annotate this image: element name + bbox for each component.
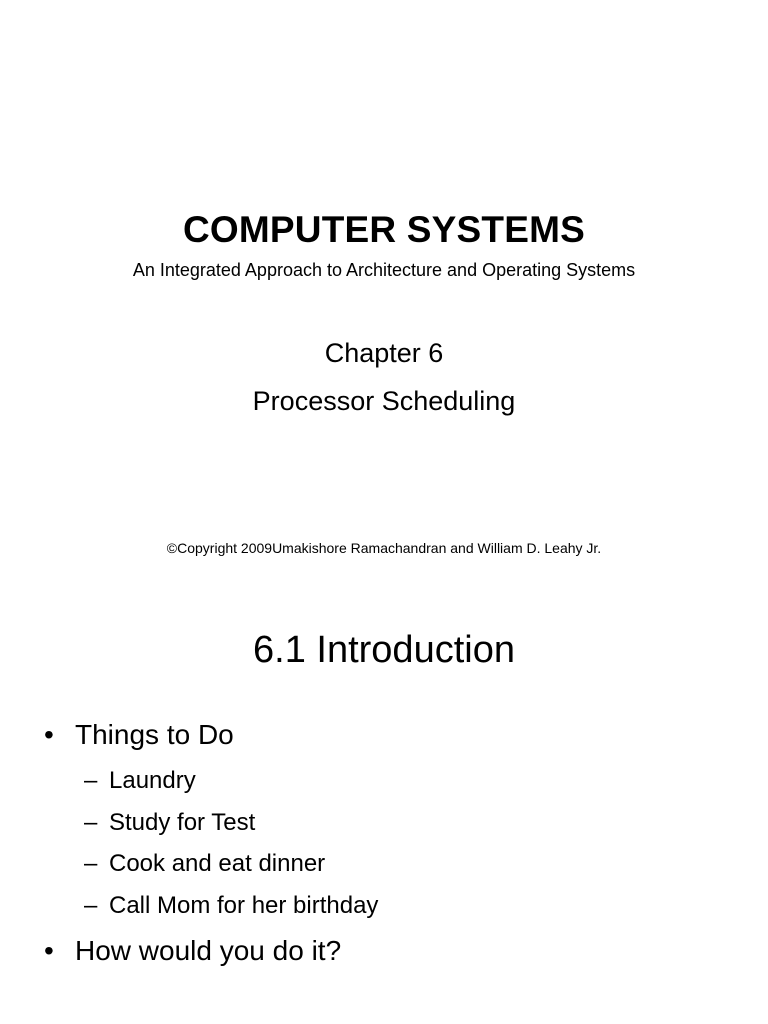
section-heading: 6.1 Introduction [253, 629, 515, 671]
bullet-marker: • [44, 935, 54, 966]
sub-item-laundry [84, 764, 196, 798]
dash-marker: – [84, 767, 98, 794]
book-subtitle: An Integrated Approach to Architecture and Operating Systems [132, 260, 636, 280]
sub-item-text: Study for Test [109, 809, 256, 836]
bullet-item-things-to-do [44, 716, 234, 754]
content-slide [0, 586, 768, 1024]
book-title: COMPUTER SYSTEMS [182, 209, 586, 250]
sub-item-study [84, 806, 255, 840]
dash-marker: – [84, 892, 98, 919]
bullet-item-how-would-you [44, 932, 341, 970]
bullet-text: Things to Do [75, 719, 234, 750]
sub-item-call-mom [84, 889, 378, 923]
copyright-notice: ©Copyright 2009Umakishore Ramachandran and William D. Leahy Jr. [166, 540, 602, 556]
chapter-title: Processor Scheduling [252, 386, 516, 416]
dash-marker: – [84, 850, 98, 877]
chapter-number: Chapter 6 [324, 338, 444, 368]
sub-item-text: Laundry [109, 767, 196, 794]
dash-marker: – [84, 809, 98, 836]
bullet-text: How would you do it? [75, 935, 342, 966]
sub-item-text: Cook and eat dinner [109, 850, 326, 877]
sub-item-cook [84, 847, 325, 881]
bullet-marker: • [44, 719, 54, 750]
sub-item-text: Call Mom for her birthday [109, 892, 379, 919]
